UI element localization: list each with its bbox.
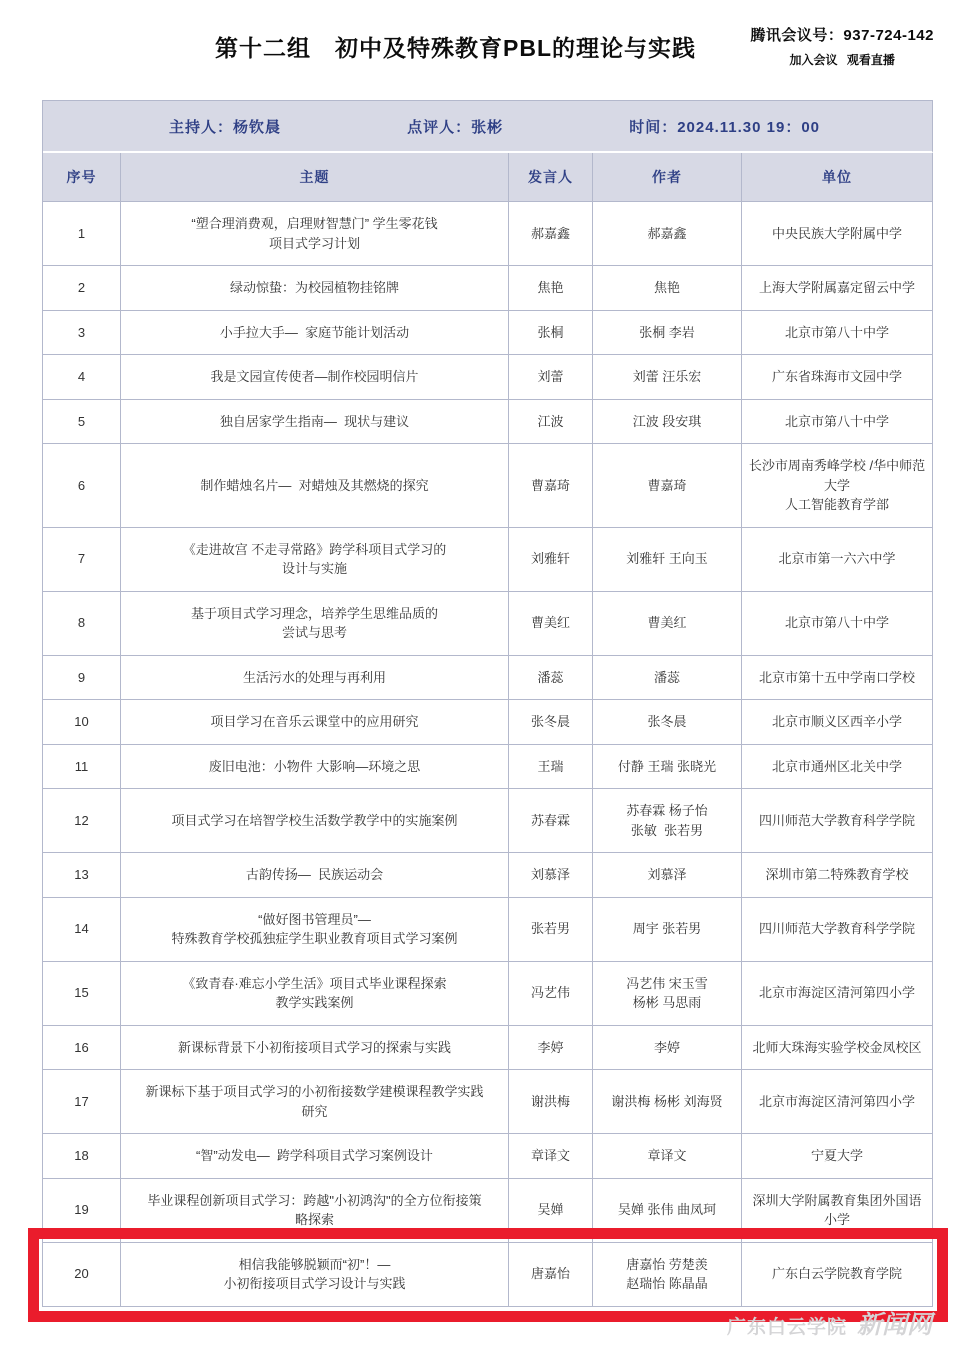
table-row-highlighted (43, 1243, 933, 1307)
table-row (43, 592, 933, 656)
authors-cell: 潘蕊 (593, 656, 742, 701)
org-cell: 北京市通州区北关中学 (742, 745, 933, 790)
speaker-cell: 潘蕊 (509, 656, 593, 701)
speaker-cell: 刘蕾 (509, 355, 593, 400)
speaker-cell: 唐嘉怡 (509, 1243, 593, 1307)
group-label: 第十二组 (215, 35, 311, 61)
col-header-topic: 主题 (121, 153, 509, 202)
topic-cell: 绿动惊蛰：为校园植物挂铭牌 (121, 266, 509, 311)
row-number: 17 (43, 1070, 121, 1134)
topic-cell: 古韵传扬— 民族运动会 (121, 853, 509, 898)
col-header-authors: 作者 (593, 153, 742, 202)
session-info-row (43, 101, 933, 153)
row-number: 8 (43, 592, 121, 656)
row-number: 6 (43, 444, 121, 528)
meeting-info (750, 24, 934, 68)
authors-cell: 江波 段安琪 (593, 400, 742, 445)
org-cell: 北京市海淀区清河第四小学 (742, 1070, 933, 1134)
table-row (43, 853, 933, 898)
table-row (43, 700, 933, 745)
speaker-cell: 张桐 (509, 311, 593, 356)
table-row (43, 1179, 933, 1243)
topic-cell: 相信我能够脱颖而“初”！— 小初衔接项目式学习设计与实践 (121, 1243, 509, 1307)
topic-cell: “智”动发电— 跨学科项目式学习案例设计 (121, 1134, 509, 1179)
topic-cell: 项目学习在音乐云课堂中的应用研究 (121, 700, 509, 745)
speaker-cell: 张冬晨 (509, 700, 593, 745)
org-cell: 深圳大学附属教育集团外国语小学 (742, 1179, 933, 1243)
org-cell: 宁夏大学 (742, 1134, 933, 1179)
org-cell: 中央民族大学附属中学 (742, 202, 933, 266)
authors-cell: 冯艺伟 宋玉雪 杨彬 马思雨 (593, 962, 742, 1026)
row-number: 12 (43, 789, 121, 853)
topic-cell: 基于项目式学习理念，培养学生思维品质的 尝试与思考 (121, 592, 509, 656)
session-host: 主持人：杨钦晨 (169, 119, 282, 136)
authors-cell: 李婷 (593, 1026, 742, 1071)
row-number: 19 (43, 1179, 121, 1243)
table-row (43, 400, 933, 445)
row-number: 14 (43, 898, 121, 962)
title-text: 初中及特殊教育PBL的理论与实践 (335, 35, 696, 61)
speaker-cell: 曹美红 (509, 592, 593, 656)
topic-cell: 生活污水的处理与再利用 (121, 656, 509, 701)
row-number: 10 (43, 700, 121, 745)
org-cell: 上海大学附属嘉定留云中学 (742, 266, 933, 311)
join-meeting-link[interactable]: 加入会议 (789, 53, 838, 67)
topic-cell: 新课标背景下小初衔接项目式学习的探索与实践 (121, 1026, 509, 1071)
speaker-cell: 谢洪梅 (509, 1070, 593, 1134)
row-number: 15 (43, 962, 121, 1026)
meeting-id: 腾讯会议号：937-724-142 (750, 27, 934, 44)
org-cell: 北京市顺义区西辛小学 (742, 700, 933, 745)
authors-cell: 曹美红 (593, 592, 742, 656)
topic-cell: “做好图书管理员”— 特殊教育学校孤独症学生职业教育项目式学习案例 (121, 898, 509, 962)
row-number: 3 (43, 311, 121, 356)
speaker-cell: 曹嘉琦 (509, 444, 593, 528)
org-cell: 北京市第一六六中学 (742, 528, 933, 592)
authors-cell: 唐嘉怡 劳楚羡 赵瑞怡 陈晶晶 (593, 1243, 742, 1307)
org-cell: 广东省珠海市文园中学 (742, 355, 933, 400)
table-row (43, 528, 933, 592)
watch-live-link[interactable]: 观看直播 (846, 53, 895, 67)
org-cell: 长沙市周南秀峰学校 /华中师范大学 人工智能教育学部 (742, 444, 933, 528)
topic-cell: 独自居家学生指南— 现状与建议 (121, 400, 509, 445)
table-row (43, 444, 933, 528)
topic-cell: 项目式学习在培智学校生活数学教学中的实施案例 (121, 789, 509, 853)
org-cell: 广东白云学院教育学院 (742, 1243, 933, 1307)
org-cell: 四川师范大学教育科学学院 (742, 789, 933, 853)
authors-cell: 郝嘉鑫 (593, 202, 742, 266)
org-cell: 四川师范大学教育科学学院 (742, 898, 933, 962)
authors-cell: 张冬晨 (593, 700, 742, 745)
table-row (43, 745, 933, 790)
speaker-cell: 郝嘉鑫 (509, 202, 593, 266)
page-title (215, 30, 696, 63)
watermark-news-label: 新闻网 (856, 1312, 932, 1339)
authors-cell: 苏春霖 杨子怡 张敏 张若男 (593, 789, 742, 853)
speaker-cell: 刘雅轩 (509, 528, 593, 592)
speaker-cell: 李婷 (509, 1026, 593, 1071)
topic-cell: 小手拉大手— 家庭节能计划活动 (121, 311, 509, 356)
speaker-cell: 江波 (509, 400, 593, 445)
row-number: 1 (43, 202, 121, 266)
table-row (43, 355, 933, 400)
topic-cell: 废旧电池：小物件 大影响—环境之思 (121, 745, 509, 790)
speaker-cell: 王瑞 (509, 745, 593, 790)
table-row (43, 962, 933, 1026)
authors-cell: 谢洪梅 杨彬 刘海贤 (593, 1070, 742, 1134)
authors-cell: 章译文 (593, 1134, 742, 1179)
speaker-cell: 张若男 (509, 898, 593, 962)
table-row (43, 789, 933, 853)
row-number: 20 (43, 1243, 121, 1307)
page-header (0, 0, 974, 100)
row-number: 18 (43, 1134, 121, 1179)
speaker-cell: 吴婵 (509, 1179, 593, 1243)
table-row (43, 1134, 933, 1179)
watermark (727, 1305, 932, 1341)
row-number: 11 (43, 745, 121, 790)
column-header-row (43, 153, 933, 202)
authors-cell: 刘蕾 汪乐宏 (593, 355, 742, 400)
col-header-org: 单位 (742, 153, 933, 202)
row-number: 2 (43, 266, 121, 311)
speaker-cell: 刘慕泽 (509, 853, 593, 898)
topic-cell: “塑合理消费观，启理财智慧门” 学生零花钱 项目式学习计划 (121, 202, 509, 266)
col-header-speaker: 发言人 (509, 153, 593, 202)
org-cell: 北京市第十五中学南口学校 (742, 656, 933, 701)
speaker-cell: 苏春霖 (509, 789, 593, 853)
table-row (43, 1026, 933, 1071)
table-row (43, 898, 933, 962)
meeting-links (750, 51, 934, 68)
speaker-cell: 冯艺伟 (509, 962, 593, 1026)
authors-cell: 周宇 张若男 (593, 898, 742, 962)
schedule-table (42, 100, 933, 1307)
row-number: 4 (43, 355, 121, 400)
authors-cell: 付静 王瑞 张晓光 (593, 745, 742, 790)
authors-cell: 刘雅轩 王向玉 (593, 528, 742, 592)
table-row (43, 202, 933, 266)
org-cell: 北京市第八十中学 (742, 311, 933, 356)
speaker-cell: 焦艳 (509, 266, 593, 311)
topic-cell: 新课标下基于项目式学习的小初衔接数学建模课程教学实践 研究 (121, 1070, 509, 1134)
speaker-cell: 章译文 (509, 1134, 593, 1179)
topic-cell: 毕业课程创新项目式学习：跨越"小初鸿沟"的全方位衔接策 略探索 (121, 1179, 509, 1243)
authors-cell: 刘慕泽 (593, 853, 742, 898)
col-header-no: 序号 (43, 153, 121, 202)
schedule-table-wrap (42, 100, 932, 1307)
authors-cell: 张桐 李岩 (593, 311, 742, 356)
row-number: 16 (43, 1026, 121, 1071)
authors-cell: 曹嘉琦 (593, 444, 742, 528)
session-time: 时间：2024.11.30 19：00 (629, 119, 821, 136)
org-cell: 北京市第八十中学 (742, 592, 933, 656)
org-cell: 北京市第八十中学 (742, 400, 933, 445)
row-number: 5 (43, 400, 121, 445)
org-cell: 深圳市第二特殊教育学校 (742, 853, 933, 898)
table-row (43, 656, 933, 701)
org-cell: 北师大珠海实验学校金凤校区 (742, 1026, 933, 1071)
authors-cell: 吴婵 张伟 曲凤珂 (593, 1179, 742, 1243)
watermark-site-name: 广东白云学院 (726, 1317, 847, 1338)
topic-cell: 制作蜡烛名片— 对蜡烛及其燃烧的探究 (121, 444, 509, 528)
topic-cell: 《致青春·难忘小学生活》项目式毕业课程探索 教学实践案例 (121, 962, 509, 1026)
row-number: 13 (43, 853, 121, 898)
row-number: 9 (43, 656, 121, 701)
authors-cell: 焦艳 (593, 266, 742, 311)
topic-cell: 我是文园宣传使者—制作校园明信片 (121, 355, 509, 400)
table-row (43, 1070, 933, 1134)
org-cell: 北京市海淀区清河第四小学 (742, 962, 933, 1026)
topic-cell: 《走进故宫 不走寻常路》跨学科项目式学习的 设计与实施 (121, 528, 509, 592)
row-number: 7 (43, 528, 121, 592)
table-row (43, 311, 933, 356)
session-reviewer: 点评人：张彬 (407, 119, 504, 136)
table-row (43, 266, 933, 311)
